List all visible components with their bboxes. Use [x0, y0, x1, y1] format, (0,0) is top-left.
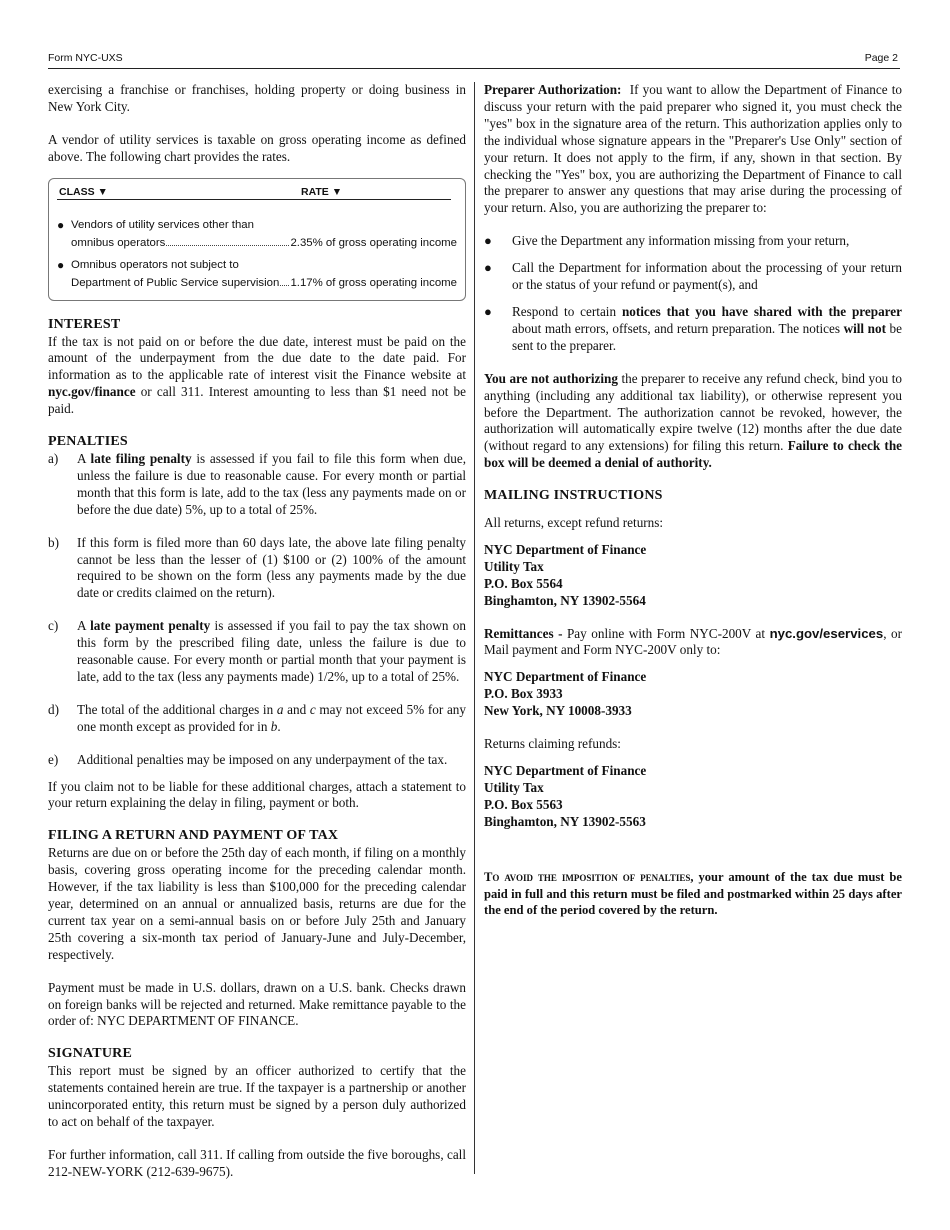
- penalties-list: [48, 451, 466, 769]
- bullet-icon: ●: [57, 217, 65, 232]
- right-column: [484, 82, 902, 919]
- interest-paragraph: If the tax is not paid on or before the due date, interest must be paid on the amount of the underpayment from the due date to the date paid. For information as to the applicable rate of interest visit the Finance website at nyc.gov/finance or call 311. Interest amounting to less than $1 need not be paid.: [48, 333, 466, 417]
- list-item: e) Additional penalties may be imposed on any underpayment of the tax.: [48, 751, 448, 767]
- intro-paragraph: exercising a franchise or franchises, holding property or doing business in New York City.: [48, 82, 466, 114]
- rate-class-label: Vendors of utility services other than: [71, 218, 254, 231]
- signature-paragraph: This report must be signed by an officer authorized to certify that the statements contained herein are true. If the taxpayer is a partnership or another unincorporated entity, this return must be signed by a person duly authorized to act on behalf of the taxpayer.: [48, 1063, 466, 1129]
- remittances-paragraph: Remittances - Pay online with Form NYC-200V at nyc.gov/eservices, or Mail payment and Form NYC-200V only to:: [484, 625, 902, 658]
- page-header: [48, 50, 900, 69]
- dot-leader: [166, 245, 289, 246]
- interest-heading: INTEREST: [48, 316, 121, 332]
- further-info-paragraph: For further information, call 311. If calling from outside the five boroughs, call 212-NEW-YORK (212-639-9675).: [48, 1146, 466, 1179]
- penalties-heading: PENALTIES: [48, 434, 128, 450]
- filing-paragraph: Returns are due on or before the 25th day of each month, if filing on a monthly basis, covering gross operating income for the preceding calendar month. However, if the tax liability is less than $100,000 for the preceding calendar year, determined on an annual or annualized basis, returns are due for the current tax year on a semi-annual basis on or before July 25th and January 25th covering a six-month tax period of January-June and July-December, respectively.: [48, 845, 466, 962]
- page-number: Page 2: [864, 52, 898, 64]
- mailing-heading: MAILING INSTRUCTIONS: [484, 488, 663, 504]
- finance-website-link: nyc.gov/finance: [48, 384, 136, 400]
- bullet-icon: ●: [484, 233, 492, 249]
- all-returns-label: All returns, except refund returns:: [484, 515, 664, 531]
- vendor-paragraph: A vendor of utility services is taxable on gross operating income as defined above. The following chart provides the rates.: [48, 131, 466, 164]
- penalty-notice: To avoid the imposition of penalties, your amount of the tax due must be paid in full and this return must be filed and postmarked within 25 days after the end of the period covered by the return.: [484, 869, 902, 918]
- rate-value: 2.35% of gross operating income: [290, 236, 457, 249]
- list-item: ● Call the Department for information about the processing of your return or the status of your refund or payment(s), and: [484, 260, 902, 293]
- mailing-address-refunds: NYC Department of Finance Utility Tax P.O. Box 5563 Binghamton, NY 13902-5563: [484, 763, 647, 829]
- preparer-authorization-heading: Preparer Authorization:: [484, 82, 622, 97]
- rate-class-label: Department of Public Service supervision: [71, 276, 280, 289]
- filing-heading: FILING A RETURN AND PAYMENT OF TAX: [48, 828, 339, 844]
- dot-leader: [280, 285, 289, 286]
- bullet-icon: ●: [57, 257, 65, 272]
- not-authorizing-paragraph: You are not authorizing the preparer to receive any refund check, bind you to anything (including any additional tax liability), or otherwise represent you before the Department. The authorization cannot be revoked, however, the authorization will automatically expire twelve (12) months after the due date (without regard to any extensions) for filing this return. Failure to check the box will be deemed a denial of authority.: [484, 370, 903, 471]
- list-item: b) If this form is filed more than 60 days late, the above late filing penalty cannot be less than the lesser of (1) $100 or (2) 100% of the amount required to be shown on the form (less any payments made by the due date or credits claimed on the return).: [48, 534, 466, 601]
- rate-value: 1.17% of gross operating income: [290, 276, 457, 289]
- left-column: [48, 82, 466, 1181]
- rate-class-label: omnibus operators: [71, 236, 166, 249]
- mailing-address-remittances: NYC Department of Finance P.O. Box 3933 New York, NY 10008-3933: [484, 669, 647, 719]
- claim-paragraph: If you claim not to be liable for these additional charges, attach a statement to your return explaining the delay in filing, payment or both.: [48, 778, 466, 811]
- list-item: ● Give the Department any information missing from your return,: [484, 233, 850, 249]
- rate-class-label: Omnibus operators not subject to: [71, 258, 239, 271]
- rate-row-utility-vendors: [57, 216, 457, 252]
- bullet-icon: ●: [484, 260, 492, 276]
- rate-row-omnibus-operators: [57, 256, 457, 292]
- list-item: c) A late payment penalty is assessed if you fail to pay the tax shown on this form by the prescribed filing date, unless the failure is due to reasonable cause. For every month or partial month that your payment is late, add to the tax (less any payments made) 1/2%, up to a total of 25%.: [48, 618, 466, 684]
- class-column-header: CLASS ▼: [59, 185, 108, 198]
- signature-heading: SIGNATURE: [48, 1046, 133, 1062]
- preparer-authorization-paragraph: Preparer Authorization: If you want to allow the Department of Finance to discuss your return with the paid preparer who signed it, you must check the "yes" box in the signature area of the return. This authorization applies only to the individual whose signature appears in the "Preparer's Use Only" section of your return. It does not apply to the firm, if any, shown in that section. By checking the "Yes" box, you are authorizing the Department of Finance to call the preparer to answer any questions that may arise during the processing of your return. Also, you are authorizing the preparer to:: [484, 82, 902, 216]
- mailing-address-returns: NYC Department of Finance Utility Tax P.O. Box 5564 Binghamton, NY 13902-5564: [484, 541, 647, 608]
- rate-chart-header: [57, 183, 451, 200]
- payment-paragraph: Payment must be made in U.S. dollars, drawn on a U.S. bank. Checks drawn on foreign banks will be rejected and returned. Make remittance payable to the order of: NYC DEPARTMENT OF FINANCE.: [48, 979, 466, 1029]
- form-name: Form NYC-UXS: [48, 52, 123, 64]
- list-item: a) A late filing penalty is assessed if you fail to file this form when due, unless the failure is due to reasonable cause. For every month or partial month that this form is late, add to the tax (less any payments made on or before the due date) 5%, up to a total of 25%.: [48, 450, 466, 517]
- list-item: d) The total of the additional charges in a and c may not exceed 5% for any one month except as provided for in b.: [48, 701, 466, 734]
- list-item: ● Respond to certain notices that you have shared with the preparer about math errors, offsets, and return preparation. The notices will not be sent to the preparer.: [484, 303, 902, 353]
- authorization-bullets: [484, 233, 902, 354]
- bullet-icon: ●: [484, 303, 492, 319]
- column-divider: [474, 82, 475, 1174]
- refunds-label: Returns claiming refunds:: [484, 736, 621, 752]
- eservices-link: nyc.gov/eservices: [769, 625, 884, 641]
- rate-chart: [48, 178, 466, 301]
- rate-column-header: RATE ▼: [301, 185, 343, 198]
